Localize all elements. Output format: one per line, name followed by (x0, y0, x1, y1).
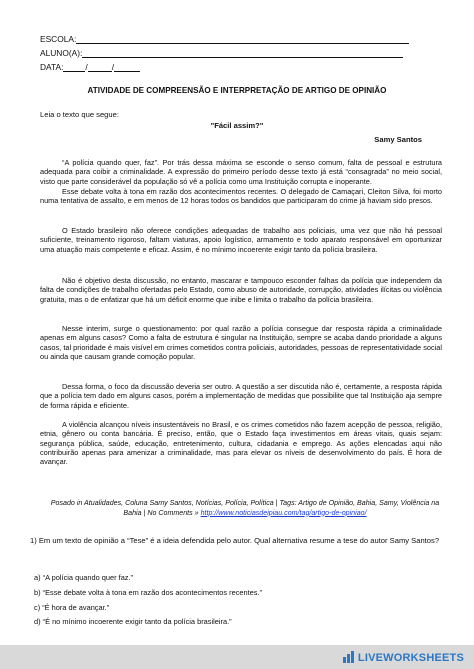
date-month-blank[interactable] (88, 62, 115, 72)
article-author: Samy Santos (374, 135, 422, 144)
article-paragraph: O Estado brasileiro não oferece condições adequadas de trabalho aos policiais, uma vez que não há pessoal suficiente, treinamento rigoroso, faltam viaturas, apoio logístico, armamento e todo aparato responsável em oportunizar uma atuação mais competente e eficaz. Assim, é no mínimo incoerente exigir tanto da polícia brasileira. (40, 226, 442, 254)
date-separator: / (111, 62, 115, 72)
student-blank[interactable] (82, 48, 403, 58)
school-blank[interactable] (76, 34, 409, 44)
post-meta-link[interactable]: http://www.noticiasdeipiau.com/tag/artigo-de-opiniao/ (200, 508, 367, 517)
intro-text: Leia o texto que segue: (40, 110, 119, 119)
date-day-blank[interactable] (63, 62, 88, 72)
question-1: 1) Em um texto de opinião a “Tese” é a ideia defendida pelo autor. Qual alternativa resume a tese do autor Samy Santos? (30, 536, 440, 545)
liveworksheets-logo[interactable] (343, 650, 464, 664)
date-label: DATA: (40, 62, 64, 72)
student-line (40, 48, 403, 58)
school-line (40, 34, 409, 44)
date-year-blank[interactable] (111, 62, 140, 72)
student-label: ALUNO(A): (40, 48, 83, 58)
article-paragraph: “A polícia quando quer, faz”. Por trás dessa máxima se esconde o senso comum, falta de pessoal e estrutura adequada para coibir a criminalidade. A expressão do primeiro período desse texto já está “consagrada” no meio social, visto que parte considerável da população só vê a polícia como uma Instituição corrupta e inoperante. (40, 158, 442, 186)
post-meta-text: Posado in Atualidades, Coluna Samy Santos, Notícias, Polícia, Política | Tags: Artigo de Opinião, Bahia, Samy, Violência na Bahia | No Comments » (50, 499, 440, 517)
article-title: "Fácil assim?" (210, 121, 264, 130)
school-label: ESCOLA: (40, 34, 77, 44)
date-separator: / (85, 62, 88, 72)
article-paragraph: Esse debate volta à tona em razão dos acontecimentos recentes. O delegado de Camaçari, Cleiton Silva, foi morto numa tentativa de assalto, e em menos de 12 horas todos os bandidos que participaram do crime já haviam sido presos. (40, 187, 442, 206)
footer-brand: LIVEWORKSHEETS (357, 652, 464, 664)
option-a[interactable]: a) “A polícia quando quer faz.” (34, 573, 134, 582)
option-b[interactable]: b) “Esse debate volta à tona em razão dos acontecimentos recentes.” (34, 588, 263, 597)
article-paragraph: Dessa forma, o foco da discussão deveria ser outro. A questão a ser discutida não é, certamente, a resposta rápida que a polícia tem dado em alguns casos, porém a implementação de medidas que possibilite que tal Instituição aja sempre de forma rápida e eficiente. (40, 382, 442, 410)
date-line (40, 62, 140, 72)
article-paragraph: A violência alcançou níveis insustentáveis no Brasil, e os crimes cometidos não fazem acepção de pessoa, religião, etnia, gênero ou conta bancária. É preciso, então, que o Estado faça investimentos em áreas vitais, quais sejam: segurança pública, saúde, educação, entretenimento, cultura, cidadania e emprego. As ações elencadas aqui não contribuirão apenas para amenizar a criminalidade, mas para elevar os níveis de desenvolvimento do país. É hora de avançar. (40, 420, 442, 467)
liveworksheets-logo-icon (343, 650, 356, 663)
article-paragraph: Nesse interim, surge o questionamento: por qual razão a polícia consegue dar resposta rápida a criminalidade apenas em alguns casos? Como a falta de estrutura é singular na Instituição, sempre se acaba dando prioridade a alguns casos, tal prioridade é mais visível em crimes cometidos contra policiais, autoridades, pessoas de representatividade social ou ainda que causam grande comoção popular. (40, 324, 442, 362)
post-meta (48, 499, 442, 518)
article-paragraph: Não é objetivo desta discussão, no entanto, mascarar e tampouco esconder falhas da polícia que independem da falta de condições de trabalho ofertadas pelo Estado, como abuso de autoridade, corrupção, atividades ilícitas ou violência gratuita, mas o de enfatizar que há um déficit enorme que inibe e limita o trabalho da polícia brasileira. (40, 276, 442, 304)
option-c[interactable]: c) “É hora de avançar.” (34, 603, 110, 612)
option-d[interactable]: d) “É no mínimo incoerente exigir tanto da polícia brasileira.” (34, 617, 232, 626)
page-title: ATIVIDADE DE COMPREENSÃO E INTERPRETAÇÃO DE ARTIGO DE OPINIÃO (87, 86, 387, 95)
